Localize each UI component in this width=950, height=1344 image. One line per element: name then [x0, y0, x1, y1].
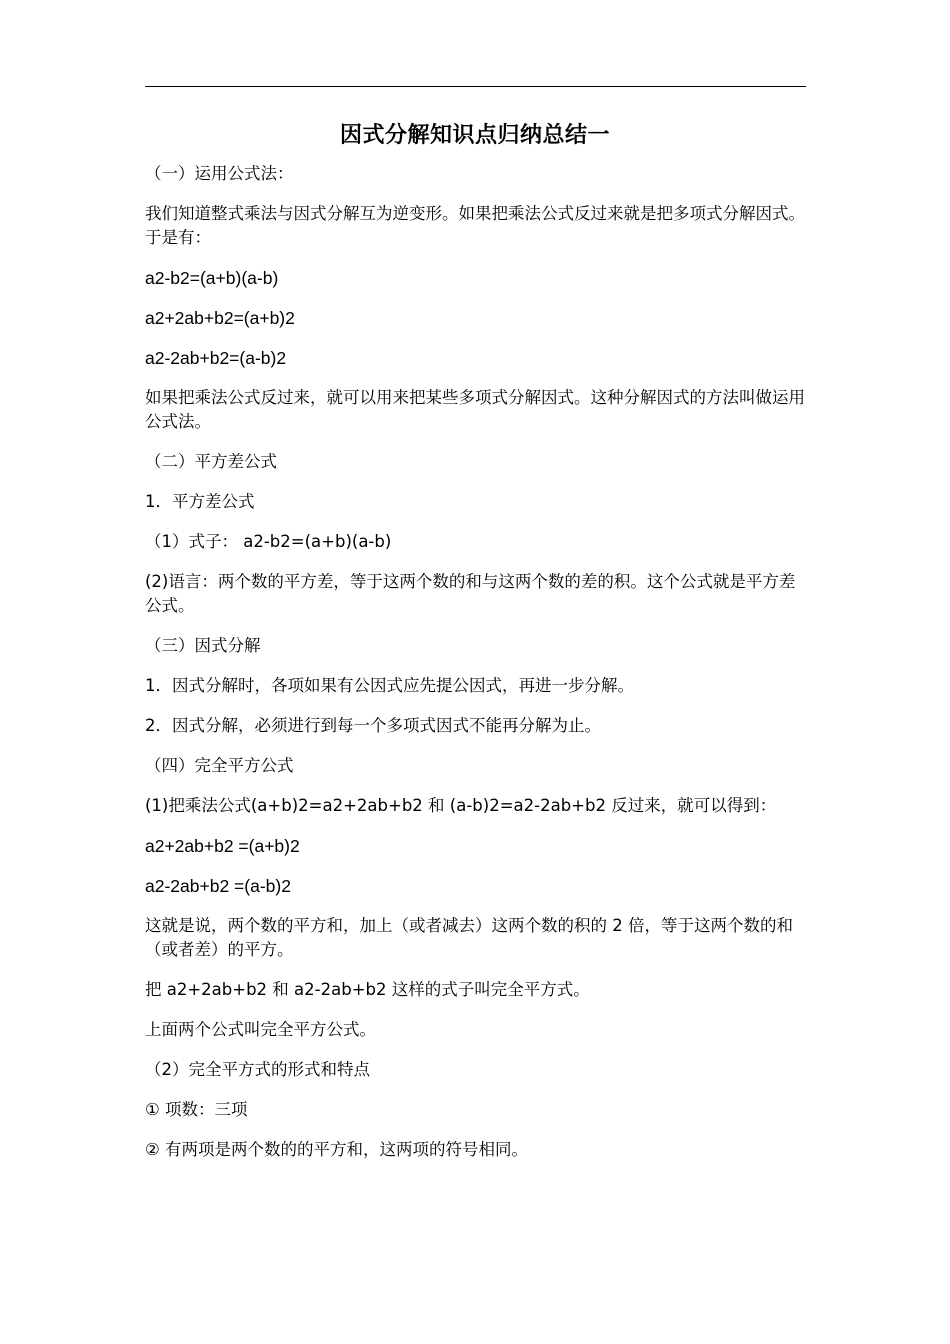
formula-line: a2-2ab+b2=(a-b)2 [145, 348, 287, 368]
body-paragraph: 这就是说，两个数的平方和，加上（或者减去）这两个数的积的 2 倍，等于这两个数的和（或者差）的平方。 [145, 916, 793, 959]
body-paragraph: 我们知道整式乘法与因式分解互为逆变形。如果把乘法公式反过来就是把多项式分解因式。于是有： [145, 204, 805, 247]
body-paragraph: 如果把乘法公式反过来，就可以用来把某些多项式分解因式。这种分解因式的方法叫做运用公式法。 [145, 388, 805, 431]
list-item: 1．平方差公式 [145, 492, 255, 511]
list-item: 1．因式分解时，各项如果有公因式应先提公因式，再进一步分解。 [145, 676, 634, 695]
list-item: ① 项数：三项 [145, 1100, 248, 1119]
header-divider [145, 86, 806, 87]
body-paragraph: (1)把乘法公式(a+b)2=a2+2ab+b2 和 (a-b)2=a2-2ab+b2 反过来，就可以得到： [145, 796, 777, 815]
section-heading-1: （一）运用公式法： [145, 164, 294, 183]
formula-line: a2-2ab+b2 =(a-b)2 [145, 876, 291, 896]
list-item: （1）式子： a2-b2=(a+b)(a-b) [145, 532, 392, 551]
body-paragraph: (2)语言：两个数的平方差，等于这两个数的和与这两个数的差的积。这个公式就是平方差公式。 [145, 572, 796, 615]
document-body [145, 162, 809, 1178]
section-heading-4: （四）完全平方公式 [145, 756, 294, 775]
section-heading-3: （三）因式分解 [145, 636, 261, 655]
formula-line: a2+2ab+b2=(a+b)2 [145, 308, 295, 328]
section-heading-2: （二）平方差公式 [145, 452, 277, 471]
list-item: 2．因式分解，必须进行到每一个多项式因式不能再分解为止。 [145, 716, 601, 735]
list-item: （2）完全平方式的形式和特点 [145, 1060, 370, 1079]
body-paragraph: 把 a2+2ab+b2 和 a2-2ab+b2 这样的式子叫完全平方式。 [145, 980, 590, 999]
formula-line: a2-b2=(a+b)(a-b) [145, 268, 279, 288]
list-item: ② 有两项是两个数的的平方和，这两项的符号相同。 [145, 1140, 529, 1159]
formula-line: a2+2ab+b2 =(a+b)2 [145, 836, 300, 856]
body-paragraph: 上面两个公式叫完全平方公式。 [145, 1020, 376, 1039]
page-title: 因式分解知识点归纳总结一 [339, 123, 610, 148]
